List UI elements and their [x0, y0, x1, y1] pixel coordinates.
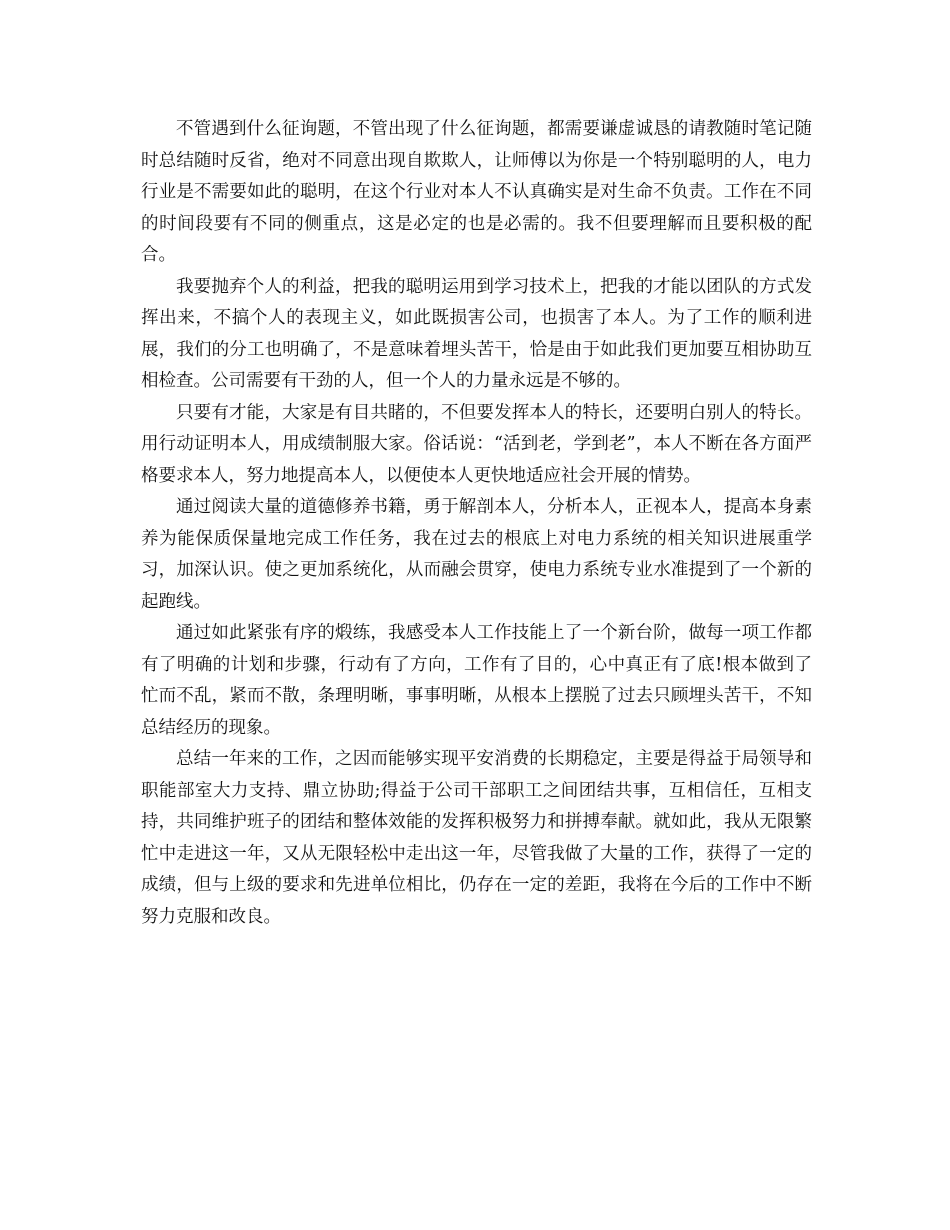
paragraph-6: 总结一年来的工作，之因而能够实现平安消费的长期稳定，主要是得益于局领导和职能部室大力支持、鼎立协助;得益于公司干部职工之间团结共事，互相信任，互相支持，共同维护班子的团结和整体效能的发挥积极努力和拼搏奉献。就如此，我从无限繁忙中走进这一年，又从无限轻松中走出这一年，尽管我做了大量的工作，获得了一定的成绩，但与上级的要求和先进单位相比，仍存在一定的差距，我将在今后的工作中不断努力克服和改良。 — [141, 749, 812, 927]
paragraph-5: 通过如此紧张有序的煅练，我感受本人工作技能上了一个新台阶，做每一项工作都有了明确的计划和步骤，行动有了方向，工作有了目的，心中真正有了底!根本做到了忙而不乱，紧而不散，条理明晰，事事明晰，从根本上摆脱了过去只顾埋头苦干，不知总结经历的现象。 — [141, 623, 812, 738]
paragraph-4: 通过阅读大量的道德修养书籍，勇于解剖本人，分析本人，正视本人，提高本身素养为能保质保量地完成工作任务，我在过去的根底上对电力系统的相关知识进展重学习，加深认识。使之更加系统化，从而融会贯穿，使电力系统专业水准提到了一个新的起跑线。 — [141, 497, 812, 612]
paragraph-1: 不管遇到什么征询题，不管出现了什么征询题，都需要谦虚诚恳的请教随时笔记随时总结随时反省，绝对不同意出现自欺欺人，让师傅以为你是一个特别聪明的人，电力行业是不需要如此的聪明，在这个行业对本人不认真确实是对生命不负责。工作在不同的时间段要有不同的侧重点，这是必定的也是必需的。我不但要理解而且要积极的配合。 — [141, 119, 812, 265]
paragraph-2: 我要抛弃个人的利益，把我的聪明运用到学习技术上，把我的才能以团队的方式发挥出来，不搞个人的表现主义，如此既损害公司，也损害了本人。为了工作的顺利进展，我们的分工也明确了，不是意味着埋头苦干，恰是由于如此我们更加要互相协助互相检查。公司需要有干劲的人，但一个人的力量永远是不够的。 — [141, 276, 812, 391]
paragraph-3: 只要有才能，大家是有目共睹的，不但要发挥本人的特长，还要明白别人的特长。用行动证明本人，用成绩制服大家。俗话说：“活到老，学到老”，本人不断在各方面严格要求本人，努力地提高本人，以便使本人更快地适应社会开展的情势。 — [141, 402, 812, 486]
